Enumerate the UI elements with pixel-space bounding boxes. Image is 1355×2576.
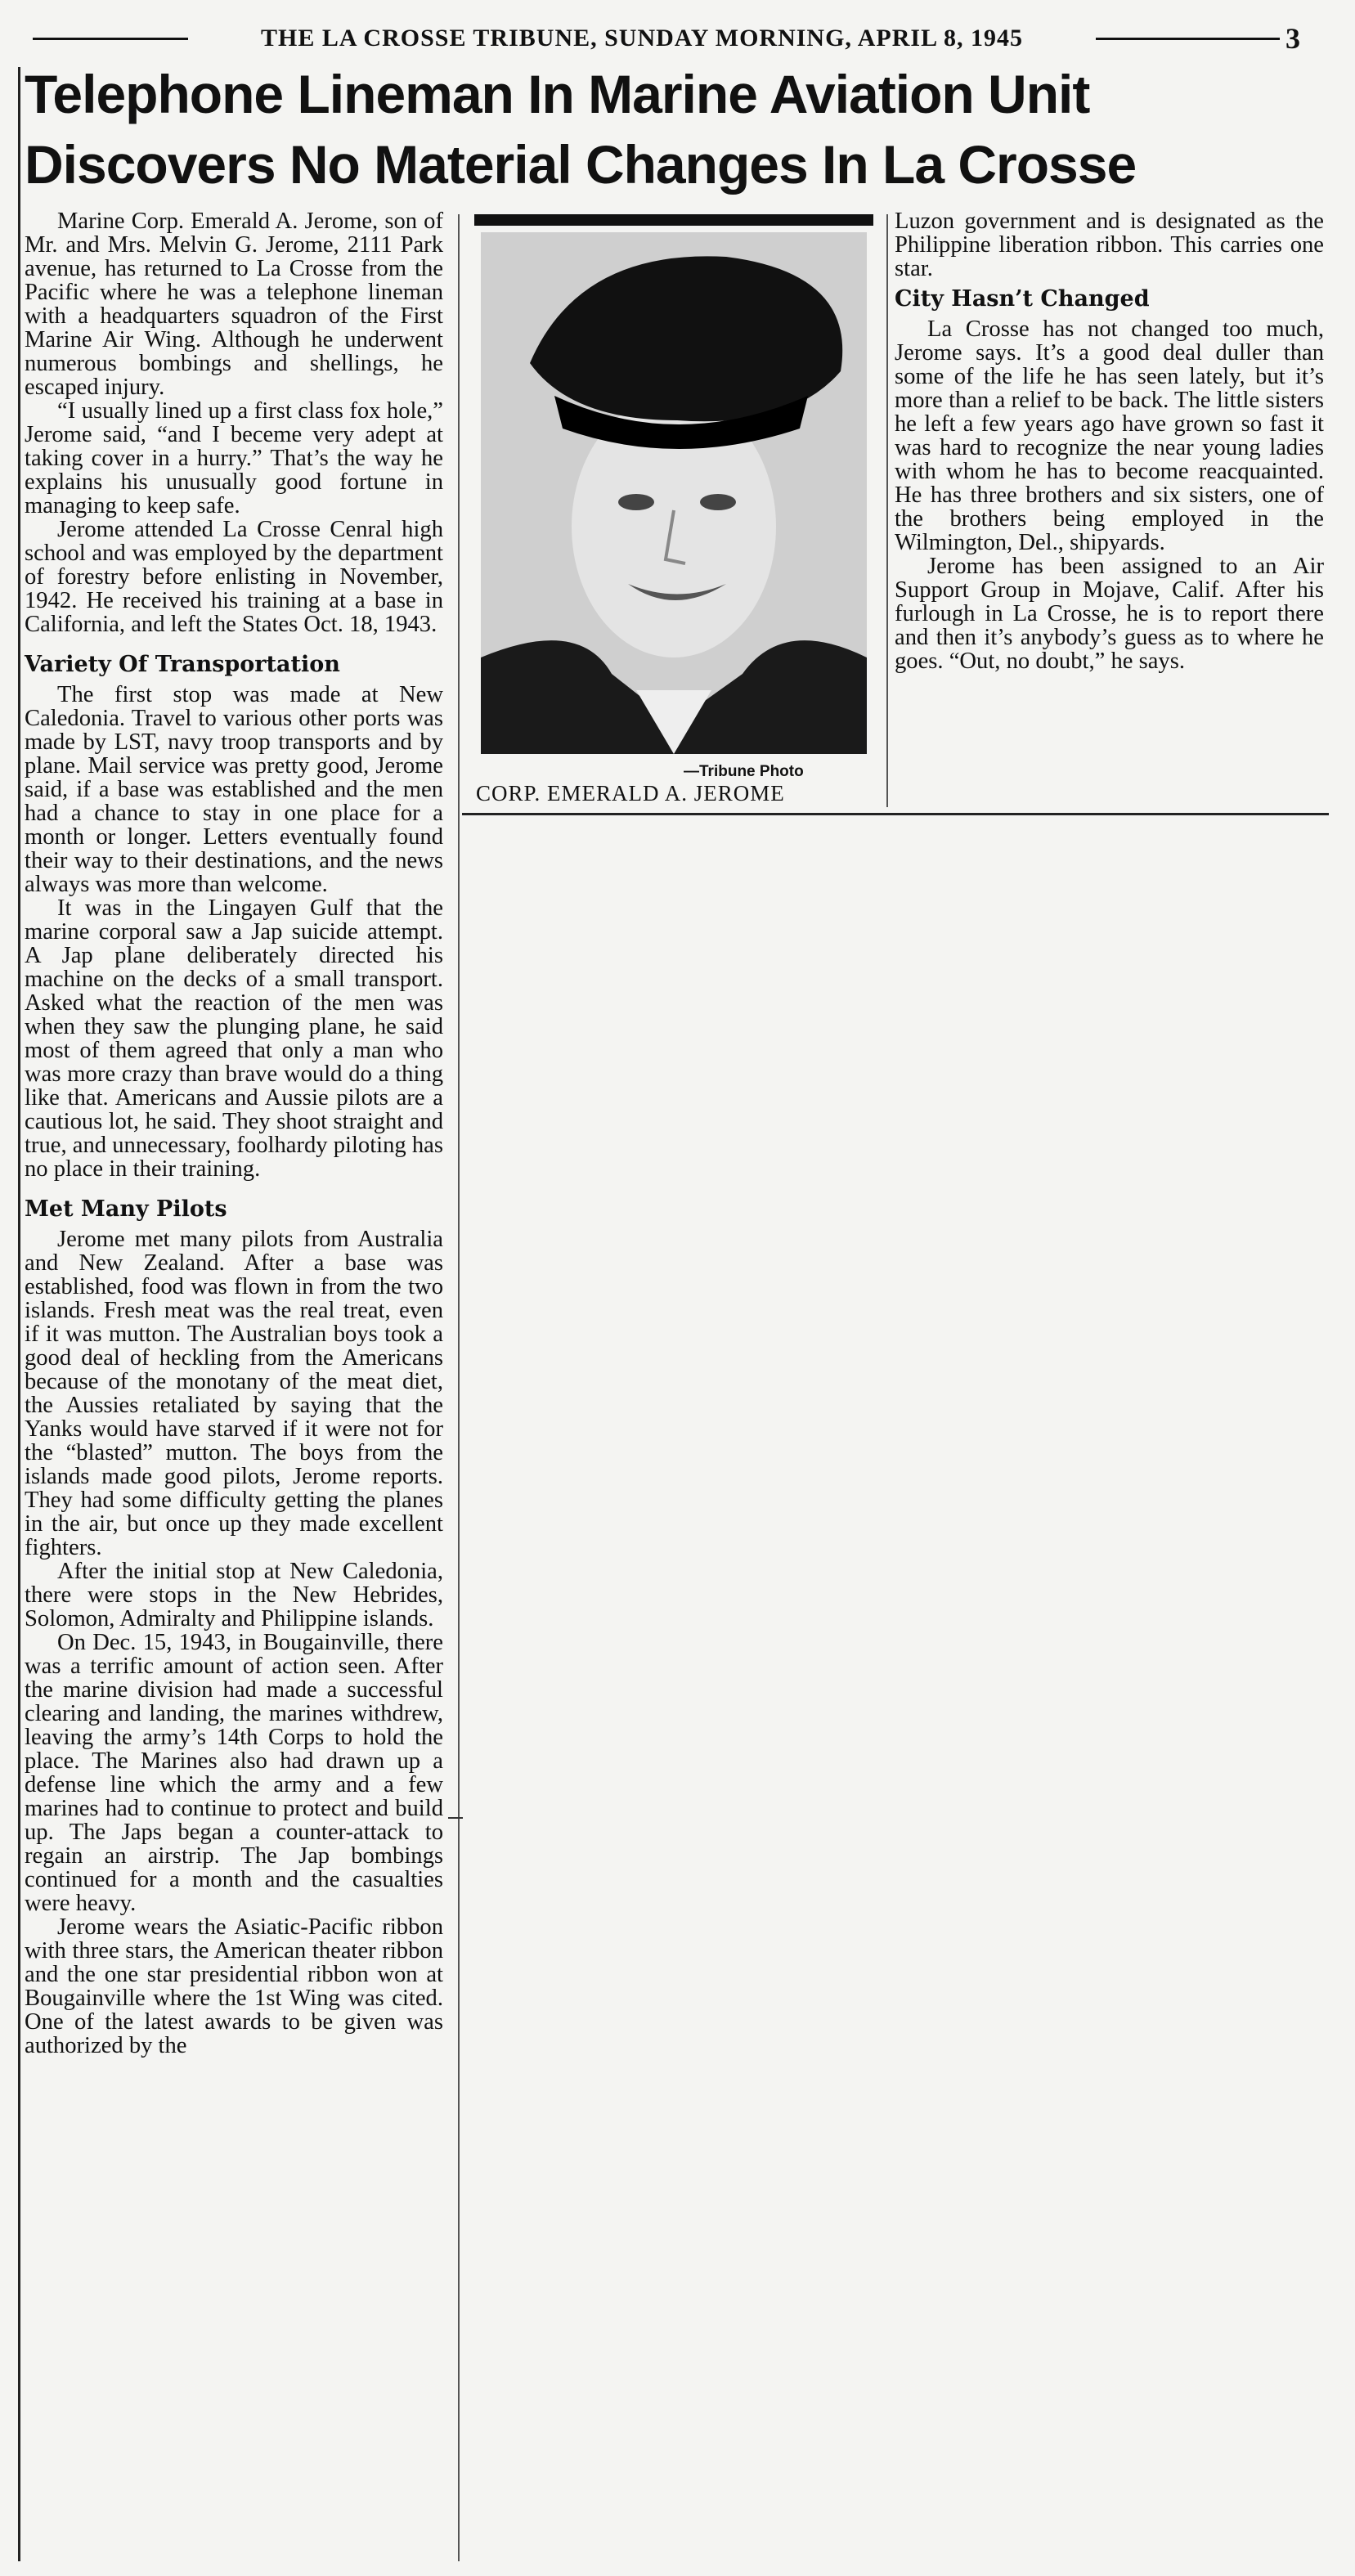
paragraph: Jerome has been assigned to an Air Support Group in Mojave, Calif. After his furlough in La Crosse, he is to report there and then it’s anybody’s guess as to where he goes. “Out, no doubt,” he says.	[895, 554, 1324, 674]
paragraph: Luzon government and is designated as the Philippine liberation ribbon. This carries one star.	[895, 209, 1324, 281]
subheading-city: City Hasn’t Changed	[895, 286, 1150, 312]
paragraph: Jerome wears the Asiatic-Pacific ribbon with three stars, the American theater ribbon and the one star presidential ribbon won at Bougainville where the 1st Wing was cited. One of the latest awards to be given was authorized by the	[25, 1914, 443, 2058]
page-number: 3	[1285, 22, 1300, 55]
paragraph: The first stop was made at New Caledonia. Travel to various other ports was made by LST, navy troop transports and by plane. Mail service was pretty good, Jerome said, if a base was established and the men had a chance to stay in one place for a month or longer. Letters eventually found their way to their destinations, and the news always was more than welcome.	[25, 682, 443, 897]
article-column-3	[895, 209, 1324, 673]
column-tick-mark	[448, 1817, 463, 1819]
headline-line-1: Telephone Lineman In Marine Aviation Unit	[25, 64, 1090, 124]
subheading-pilots: Met Many Pilots	[25, 1196, 227, 1222]
photo-block	[474, 214, 873, 761]
paragraph: It was in the Lingayen Gulf that the marine corporal saw a Jap suicide attempt. A Jap plane deliberately directed his machine on the decks of a small transport. Asked what the reaction of the men was when they saw the plunging plane, he said most of them agreed that only a man who was more crazy than brave would do a thing like that. Americans and Aussie pilots are a cautious lot, he said. They shoot straight and true, and unnecessary, foolhardy piloting has no place in their training.	[25, 895, 443, 1182]
masthead-text: THE LA CROSSE TRIBUNE, SUNDAY MORNING, APRIL 8, 1945	[261, 25, 1023, 52]
portrait-photo	[481, 232, 867, 754]
paragraph: On Dec. 15, 1943, in Bougainville, there was a terrific amount of action seen. After the marine division had made a successful clearing and landing, the marines withdrew, leaving the army’s 14th Corps to hold the place. The Marines also had drawn up a defense line which the army and a few marines had to continue to protect and build up. The Japs began a counter-attack to regain an airstrip. The Jap bombings continued for a month and the casualties were heavy.	[25, 1630, 443, 1916]
masthead-rule-right	[1096, 38, 1280, 40]
article-column-1	[25, 209, 443, 2058]
masthead-rule-left	[33, 38, 188, 40]
paragraph: Jerome met many pilots from Australia and New Zealand. After a base was established, food was flown in from the two islands. Fresh meat was the real treat, even if it was mutton. The Australian boys took a good deal of heckling from the Americans because of the monotany of the meat diet, the Aussies retaliated by saying that the Yanks would have starved if it were not for the “blasted” mutton. The boys from the islands made good pilots, Jerome reports. They had some difficulty getting the planes in the air, but once up they made excellent fighters.	[25, 1227, 443, 1560]
article-bottom-rule	[462, 813, 1329, 815]
left-frame-rule	[18, 67, 20, 2561]
photo-top-rule	[474, 214, 873, 226]
subheading-transportation: Variety Of Transportation	[25, 652, 340, 677]
paragraph: Jerome attended La Crosse Cenral high school and was employed by the department of forestry before enlisting in November, 1942. He received his training at a base in California, and left the States Oct. 18, 1943.	[25, 517, 443, 637]
headline-line-2: Discovers No Material Changes In La Crosse	[25, 134, 1137, 195]
photo-credit: —Tribune Photo	[684, 763, 804, 780]
paragraph: Marine Corp. Emerald A. Jerome, son of Mr. and Mrs. Melvin G. Jerome, 2111 Park avenue, has returned to La Crosse from the Pacific where he was a telephone lineman with a headquarters squadron of the First Marine Air Wing. Although he underwent numerous bombings and shellings, he escaped injury.	[25, 209, 443, 400]
paragraph: La Crosse has not changed too much, Jerome says. It’s a good deal duller than some of the life he has seen lately, but it’s more than a relief to be back. The little sisters he left a few years ago have grown so fast it was hard to recognize the near young ladies with whom he has to become reacquainted. He has three brothers and six sisters, one of the brothers being employed in the Wilmington, Del., shipyards.	[895, 316, 1324, 555]
headline	[25, 59, 1325, 200]
paragraph: “I usually lined up a first class fox hole,” Jerome said, “and I beceme very adept at taking cover in a hurry.” That’s the way he explains his unusually good fortune in managing to keep safe.	[25, 398, 443, 518]
column-divider-2	[886, 214, 888, 807]
masthead	[16, 20, 1333, 55]
paragraph: After the initial stop at New Caledonia, there were stops in the New Hebrides, Solomon, Admiralty and Philippine islands.	[25, 1559, 443, 1631]
column-divider-1	[458, 214, 460, 2561]
photo-caption: CORP. EMERALD A. JEROME	[476, 781, 785, 806]
